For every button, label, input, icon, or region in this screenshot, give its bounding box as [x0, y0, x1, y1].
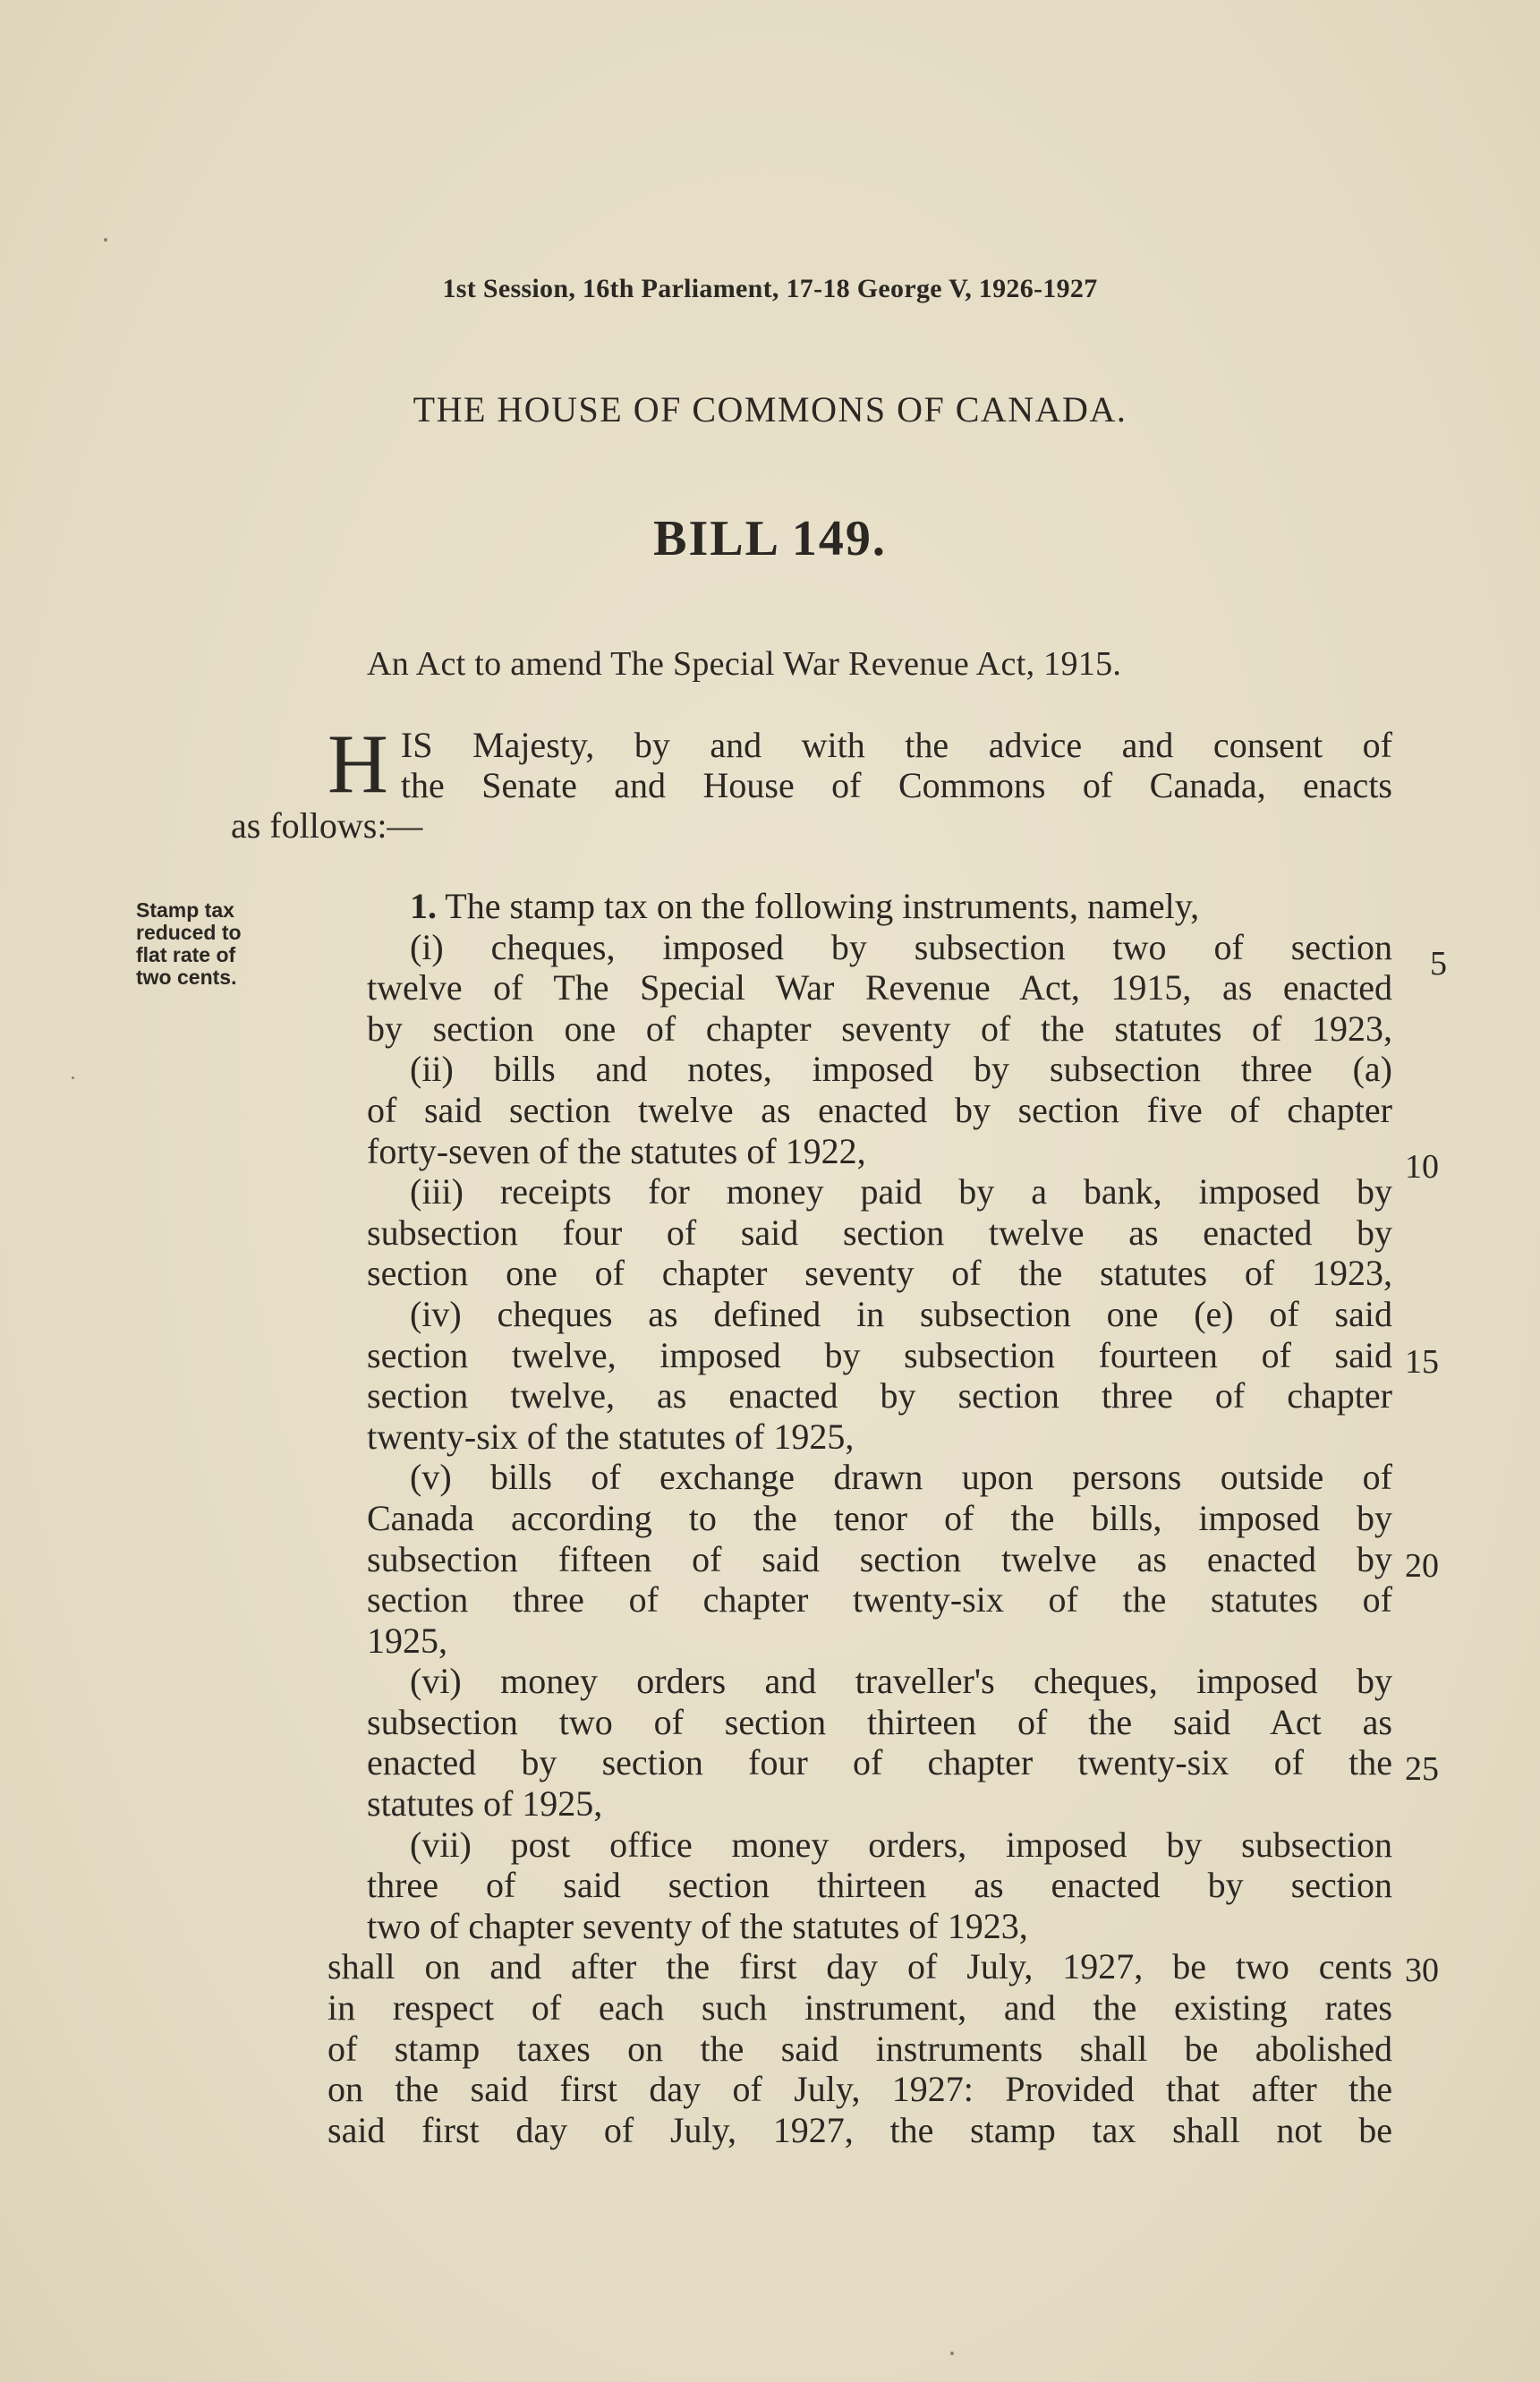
section-line: (iv) cheques as defined in subsection one (e) of said [410, 1293, 1392, 1334]
section-line: (vii) post office money orders, imposed by subsection [410, 1824, 1392, 1865]
line-number: 10 [1405, 1148, 1439, 1186]
section-line: by section one of chapter seventy of the statutes of 1923, [367, 1008, 1392, 1049]
section-line: enacted by section four of chapter twenty-six of the [367, 1742, 1392, 1783]
marginal-note-line: two cents. [136, 966, 237, 989]
enacting-line-1: IS Majesty, by and with the advice and consent of [400, 725, 1392, 765]
section-line: twelve of The Special War Revenue Act, 1915, as enacted [367, 967, 1392, 1008]
marginal-note-line: flat rate of [136, 943, 236, 966]
enacting-clause [231, 718, 1392, 846]
section-line: twenty-six of the statutes of 1925, [367, 1416, 855, 1457]
line-number: 5 [1430, 945, 1447, 983]
paper-speck [104, 238, 107, 242]
line-number: 20 [1405, 1547, 1439, 1585]
section-line: statutes of 1925, [367, 1783, 603, 1825]
section-line: of said section twelve as enacted by section five of chapter [367, 1089, 1392, 1130]
section-1-body [328, 886, 1392, 2150]
session-header: 1st Session, 16th Parliament, 17-18 George V, 1926-1927 [442, 274, 1098, 303]
section-line: 1925, [367, 1620, 447, 1661]
section-line: section three of chapter twenty-six of the statutes of [367, 1579, 1392, 1621]
section-line: subsection four of said section twelve as enacted by [367, 1212, 1392, 1253]
section-line: section twelve, as enacted by section three of chapter [367, 1375, 1392, 1416]
section-line: of stamp taxes on the said instruments shall be abolished [328, 2028, 1392, 2069]
marginal-note-line: reduced to [136, 921, 242, 944]
house-title: THE HOUSE OF COMMONS OF CANADA. [413, 389, 1127, 430]
enacting-line-3: as follows:— [231, 805, 423, 846]
section-line: three of said section thirteen as enacted by section [367, 1865, 1392, 1906]
line-number: 15 [1405, 1343, 1439, 1381]
section-line: in respect of each such instrument, and the existing rates [328, 1987, 1392, 2029]
section-line: section one of chapter seventy of the statutes of 1923, [367, 1253, 1392, 1294]
section-line: said first day of July, 1927, the stamp tax shall not be [328, 2109, 1392, 2150]
enacting-line-2: the Senate and House of Commons of Canada, enacts [400, 765, 1392, 805]
marginal-note [136, 899, 288, 989]
section-number: 1. [410, 886, 437, 926]
section-line: (v) bills of exchange drawn upon persons outside of [410, 1457, 1392, 1498]
section-line: (vi) money orders and traveller's cheques, imposed by [410, 1661, 1392, 1702]
section-line: shall on and after the first day of July, 1927, be two cents [328, 1946, 1392, 1987]
line-number: 30 [1405, 1952, 1439, 1989]
section-line: subsection two of section thirteen of the said Act as [367, 1701, 1392, 1742]
drop-cap: H [328, 718, 388, 811]
section-line: subsection fifteen of said section twelve as enacted by [367, 1538, 1392, 1579]
section-line: two of chapter seventy of the statutes of 1923, [367, 1905, 1028, 1946]
section-line: forty-seven of the statutes of 1922, [367, 1130, 866, 1171]
section-line: (iii) receipts for money paid by a bank, imposed by [410, 1171, 1392, 1212]
section-line: section twelve, imposed by subsection fourteen of said [367, 1334, 1392, 1375]
section-line: (ii) bills and notes, imposed by subsection three (a) [410, 1049, 1392, 1090]
section-line: Canada according to the tenor of the bills, imposed by [367, 1497, 1392, 1538]
section-line: 1. The stamp tax on the following instruments, namely, [410, 886, 1200, 926]
bill-number: BILL 149. [653, 511, 887, 566]
marginal-note-line: Stamp tax [136, 898, 234, 922]
paper-speck [950, 2352, 954, 2355]
section-line: (i) cheques, imposed by subsection two of section [410, 926, 1392, 967]
act-title: An Act to amend The Special War Revenue Act, 1915. [367, 645, 1122, 683]
paper-speck [72, 1076, 74, 1079]
section-line: on the said first day of July, 1927: Provided that after the [328, 2069, 1392, 2110]
line-number: 25 [1405, 1750, 1439, 1788]
